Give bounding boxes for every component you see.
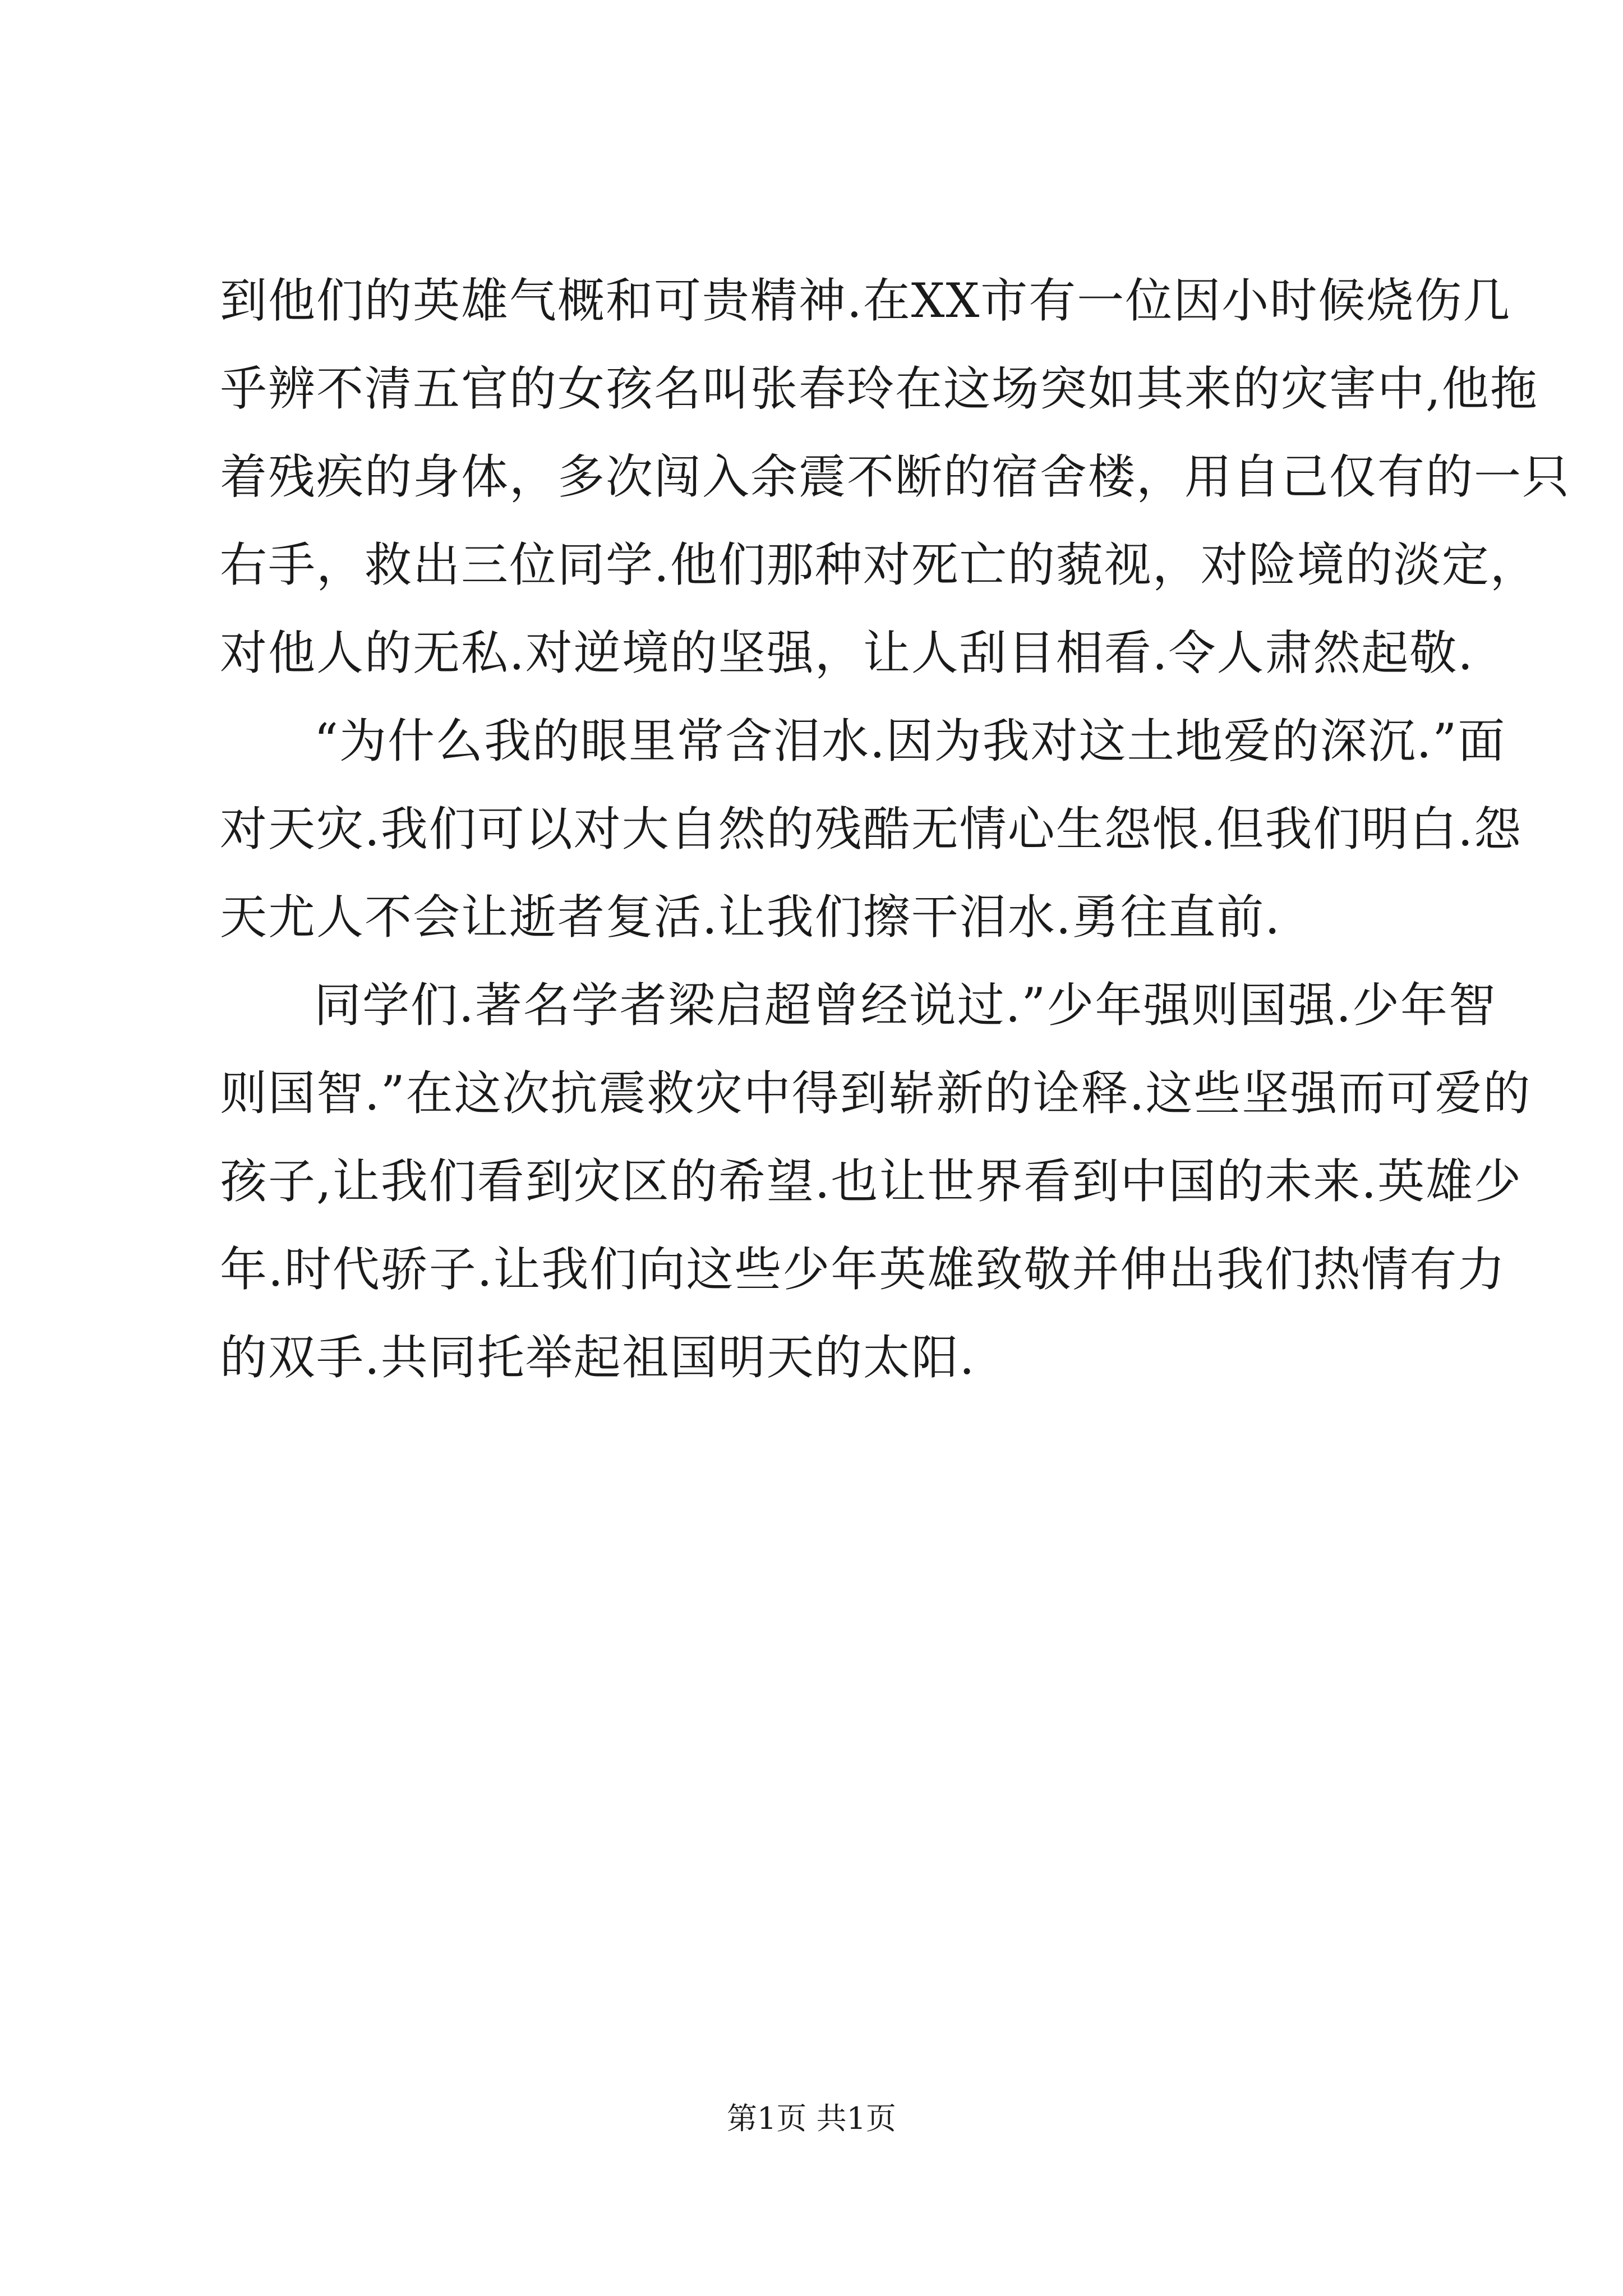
text-line: “为什么我的眼里常含泪水.因为我对这土地爱的深沉.”面 — [314, 714, 1506, 769]
text-line: 乎辨不清五官的女孩名叫张春玲在这场突如其来的灾害中,他拖 — [220, 361, 1538, 416]
document-body — [220, 257, 1571, 1402]
text-line: 同学们.著名学者梁启超曾经说过.”少年强则国强.少年智 — [314, 978, 1497, 1033]
text-line: 的双手.共同托举起祖国明天的太阳. — [220, 1330, 976, 1385]
text-line: 到他们的英雄气概和可贵精神.在XX市有一位因小时候烧伤几 — [220, 273, 1511, 328]
text-line: 则国智.”在这次抗震救灾中得到崭新的诠释.这些坚强而可爱的 — [220, 1066, 1532, 1121]
text-line: 孩子,让我们看到灾区的希望.也让世界看到中国的未来.英雄少 — [220, 1154, 1523, 1209]
text-line: 着残疾的身体，多次闯入余震不断的宿舍楼，用自己仅有的一只 — [220, 449, 1571, 504]
paragraph-3 — [220, 961, 1532, 1402]
text-line: 天尤人不会让逝者复活.让我们擦干泪水.勇往直前. — [220, 890, 1281, 945]
text-line: 右手，救出三位同学.他们那种对死亡的藐视，对险境的淡定， — [220, 537, 1538, 592]
page-footer: 第1页 共1页 — [727, 2101, 896, 2136]
paragraph-1 — [220, 257, 1571, 697]
text-line: 年.时代骄子.让我们向这些少年英雄致敬并伸出我们热情有力 — [220, 1242, 1506, 1297]
text-line: 对天灾.我们可以对大自然的残酷无情心生怨恨.但我们明白.怨 — [220, 802, 1523, 857]
text-line: 对他人的无私.对逆境的坚强，让人刮目相看.令人肃然起敬. — [220, 625, 1474, 680]
paragraph-2 — [220, 697, 1523, 961]
